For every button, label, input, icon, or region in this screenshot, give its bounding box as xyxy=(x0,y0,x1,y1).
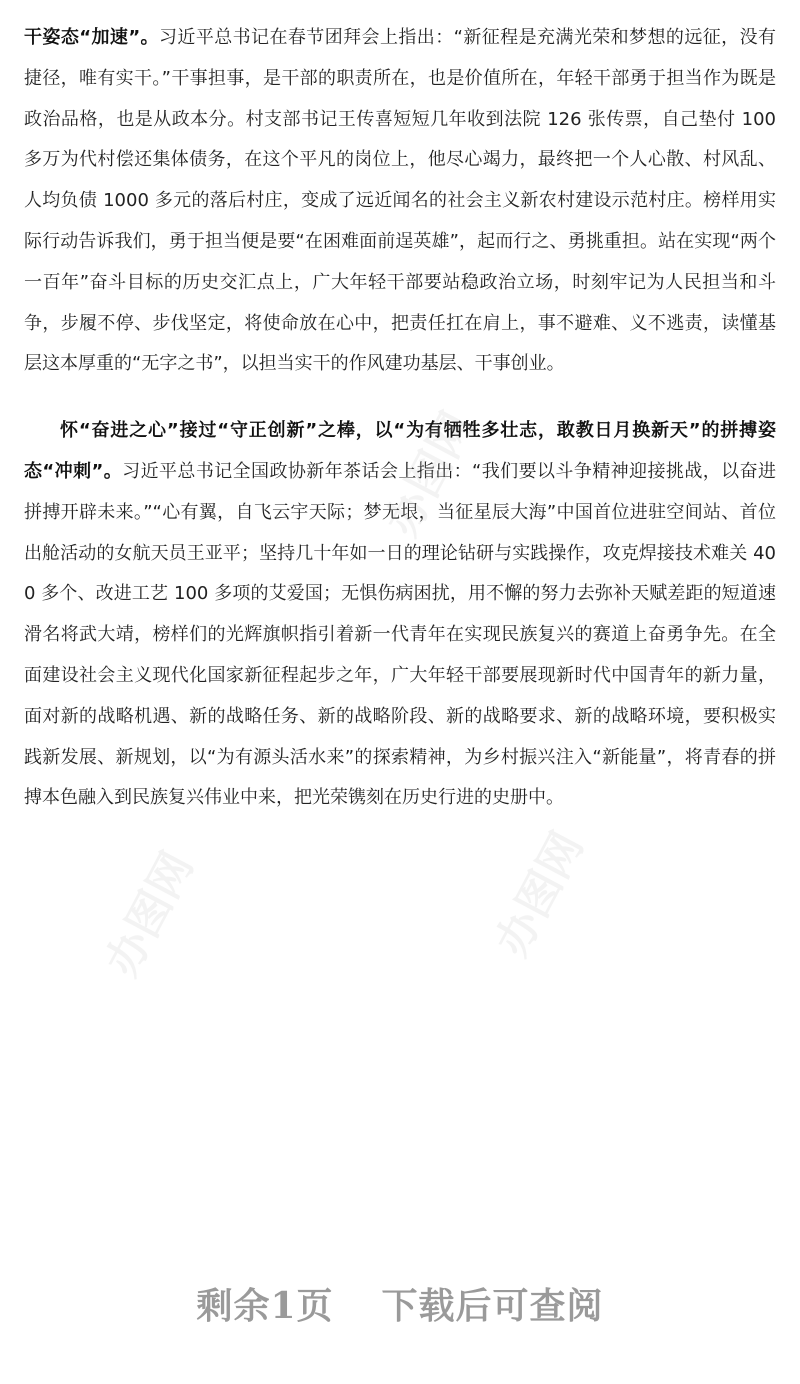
document-body xyxy=(24,18,776,819)
download-prompt[interactable] xyxy=(0,1278,800,1329)
watermark xyxy=(477,819,595,966)
paragraph-2 xyxy=(24,411,776,819)
paragraph-2-body: 习近平总书记全国政协新年茶话会上指出：“我们要以斗争精神迎接挑战，以奋进拼搏开辟未来。”“心有翼，自飞云宇天际；梦无垠，当征星辰大海”中国首位进驻空间站、首位出舱活动的女航天员王亚平；坚持几十年如一日的理论钻研与实践操作，攻克焊接技术难关 400 多个、改进工艺 100 多项的艾爱国；无惧伤病困扰，用不懈的努力去弥补天赋差距的短道速滑名将武大靖，榜样们的光辉旗帜指引着新一代青年在实现民族复兴的赛道上奋勇争先。在全面建设社会主义现代化国家新征程起步之年，广大年轻干部要展现新时代中国青年的新力量，面对新的战略机遇、新的战略任务、新的战略阶段、新的战略要求、新的战略环境，要积极实践新发展、新规划，以“为有源头活水来”的探索精神，为乡村振兴注入“新能量”，将青春的拼搏本色融入到民族复兴伟业中来，把光荣镌刻在历史行进的史册中。 xyxy=(24,460,776,809)
paragraph-1-lead: 干姿态“加速”。 xyxy=(24,27,159,48)
remaining-pages-label: 剩余1页 xyxy=(196,1285,334,1327)
paragraph-2-lead: 怀“奋进之心”接过“守正创新”之棒，以“为有牺牲多壮志，敢教日月换新天”的拼搏姿态“冲刺”。 xyxy=(24,420,776,482)
paragraph-gap xyxy=(24,385,776,411)
watermark-text: 办图网 xyxy=(376,403,484,545)
paragraph-1 xyxy=(24,18,776,385)
watermark-text: 办图网 xyxy=(486,823,594,965)
download-to-view-label: 下载后可查阅 xyxy=(381,1285,604,1327)
watermark xyxy=(87,839,205,986)
watermark-text: 办图网 xyxy=(96,843,204,985)
paragraph-1-body: 习近平总书记在春节团拜会上指出：“新征程是充满光荣和梦想的远征，没有捷径，唯有实干。”干事担事，是干部的职责所在，也是价值所在，年轻干部勇于担当作为既是政治品格，也是从政本分。村支部书记王传喜短短几年收到法院 126 张传票，自己垫付 100 多万为代村偿还集体债务，在这个平凡的岗位上，他尽心竭力，最终把一个人心散、村风乱、人均负债 1000 多元的落后村庄，变成了远近闻名的社会主义新农村建设示范村庄。榜样用实际行动告诉我们，勇于担当便是要“在困难面前逞英雄”，起而行之、勇挑重担。站在实现“两个一百年”奋斗目标的历史交汇点上，广大年轻干部要站稳政治立场，时刻牢记为人民担当和斗争，步履不停、步伐坚定，将使命放在心中，把责任扛在肩上，事不避难、义不逃责，读懂基层这本厚重的“无字之书”，以担当实干的作风建功基层、干事创业。 xyxy=(24,27,776,375)
